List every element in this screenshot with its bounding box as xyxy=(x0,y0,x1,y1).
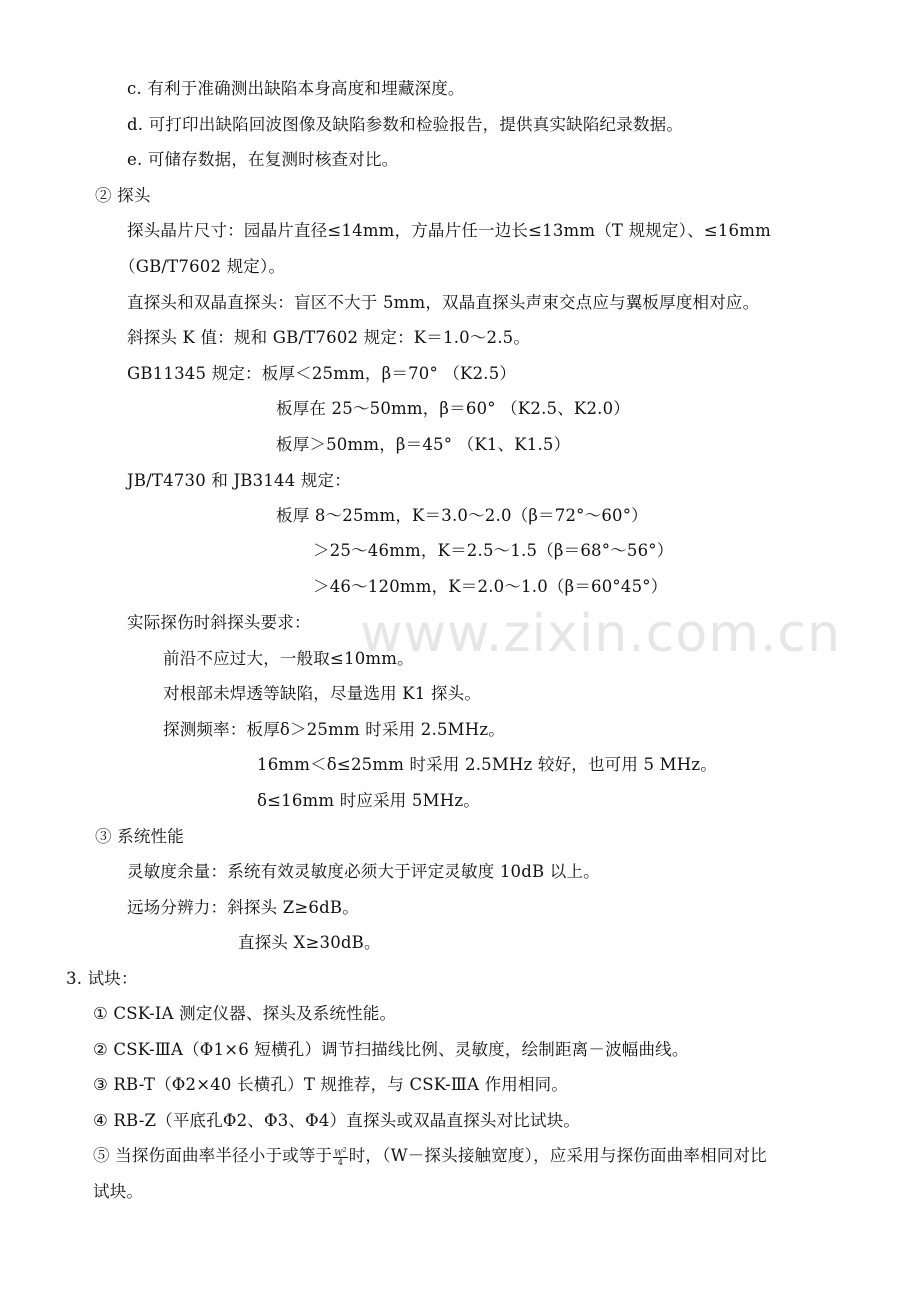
text-line: GB11345 规定：板厚＜25mm，β＝70° （K2.5） xyxy=(127,364,517,383)
fraction-numerator-base: W xyxy=(334,1148,343,1158)
text-line: 斜探头 K 值：规和 GB/T7602 规定：K＝1.0～2.5。 xyxy=(127,328,531,347)
list-item: ③ RB-T（Φ2×40 长横孔）T 规推荐，与 CSK-ⅢA 作用相同。 xyxy=(93,1075,569,1094)
text-line: 试块。 xyxy=(93,1182,144,1201)
section-heading: ③ 系统性能 xyxy=(95,827,184,846)
text-line: 远场分辨力：斜探头 Z≥6dB。 xyxy=(127,898,359,917)
text-line: d. 可打印出缺陷回波图像及缺陷参数和检验报告，提供真实缺陷纪录数据。 xyxy=(127,115,684,134)
watermark: www.zixin.com.cn xyxy=(360,604,841,664)
text-line: 16mm＜δ≤25mm 时采用 2.5MHz 较好，也可用 5 MHz。 xyxy=(257,755,717,774)
text-line: 板厚在 25～50mm，β＝60° （K2.5、K2.0） xyxy=(276,399,630,418)
text-segment: ⑤ 当探伤面曲率半径小于或等于 xyxy=(93,1146,333,1165)
fraction-exponent: 2 xyxy=(342,1146,347,1154)
text-line: c. 有利于准确测出缺陷本身高度和埋藏深度。 xyxy=(127,79,465,98)
text-line: ＞25～46mm，K＝2.5～1.5（β＝68°～56°） xyxy=(313,541,674,560)
text-line: 实际探伤时斜探头要求： xyxy=(127,613,311,632)
list-item: ① CSK-ⅠA 测定仪器、探头及系统性能。 xyxy=(93,1004,397,1023)
list-item xyxy=(93,1145,767,1167)
section-heading: ② 探头 xyxy=(95,186,151,205)
text-line: 直探头和双晶直探头：盲区不大于 5mm，双晶直探头声束交点应与翼板厚度相对应。 xyxy=(127,293,760,312)
text-line: 探测频率：板厚δ＞25mm 时采用 2.5MHz。 xyxy=(163,720,505,739)
text-line: 板厚＞50mm，β＝45° （K1、K1.5） xyxy=(276,435,571,454)
text-line: 灵敏度余量：系统有效灵敏度必须大于评定灵敏度 10dB 以上。 xyxy=(127,862,600,881)
text-line: （GB/T7602 规定）。 xyxy=(119,257,286,276)
text-line: 对根部未焊透等缺陷，尽量选用 K1 探头。 xyxy=(163,684,482,703)
fraction-numerator xyxy=(333,1146,347,1159)
text-line: e. 可储存数据，在复测时核查对比。 xyxy=(127,150,399,169)
text-line: 直探头 X≥30dB。 xyxy=(238,933,381,952)
text-line: 板厚 8～25mm，K＝3.0～2.0（β＝72°～60°） xyxy=(276,506,648,525)
section-heading: 3. 试块： xyxy=(66,969,138,988)
fraction-denominator: 4 xyxy=(337,1158,344,1168)
fraction xyxy=(333,1146,347,1168)
text-line: δ≤16mm 时应采用 5MHz。 xyxy=(257,791,480,810)
text-segment: 时，（W－探头接触宽度），应采用与探伤面曲率相同对比 xyxy=(348,1146,767,1165)
text-line: 前沿不应过大，一般取≤10mm。 xyxy=(163,649,414,668)
list-item: ② CSK-ⅢA（Φ1×6 短横孔）调节扫描线比例、灵敏度，绘制距离－波幅曲线。 xyxy=(93,1040,689,1059)
list-item: ④ RB-Z（平底孔Φ2、Φ3、Φ4）直探头或双晶直探头对比试块。 xyxy=(93,1111,581,1130)
text-line: 探头晶片尺寸：园晶片直径≤14mm，方晶片任一边长≤13mm（T 规规定）、≤16mm xyxy=(127,221,771,240)
text-line: ＞46～120mm，K＝2.0～1.0（β＝60°45°） xyxy=(313,577,668,596)
text-line: JB/T4730 和 JB3144 规定： xyxy=(127,471,351,490)
